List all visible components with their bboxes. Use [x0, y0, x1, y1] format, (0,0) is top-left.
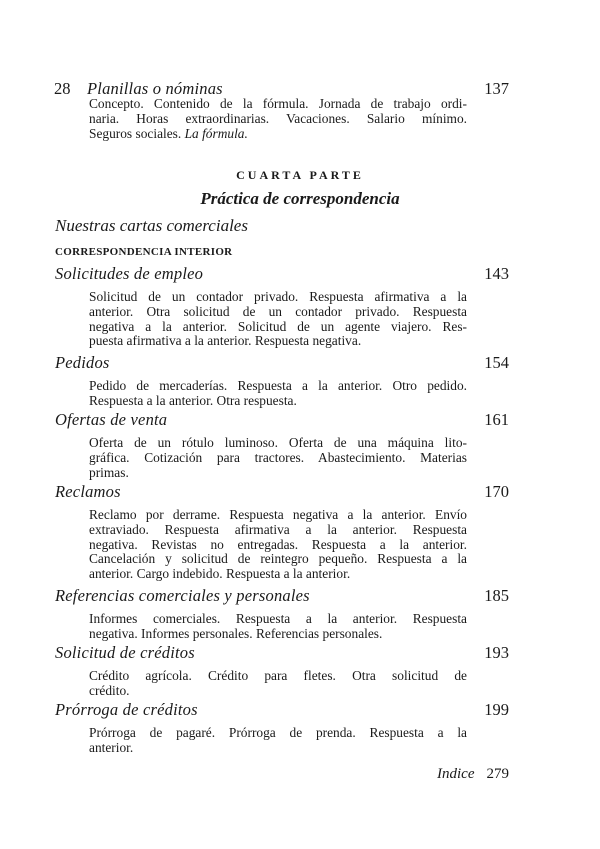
footer-label: Indice: [437, 766, 475, 782]
entry-page-number: 199: [484, 700, 509, 719]
entry-description: [89, 612, 467, 642]
description-line: negativa a la anterior. Solicitud de un agente viajero. Res-: [89, 318, 467, 334]
description-line: naria. Horas extraordinarias. Vacaciones. Salario mínimo.: [89, 110, 467, 126]
footer-page-number: 279: [486, 766, 509, 782]
entry-description: [89, 508, 467, 582]
entry-page-number: 170: [484, 482, 509, 501]
part-label: CUARTA PARTE: [236, 168, 364, 182]
subsection-title: CORRESPONDENCIA INTERIOR: [55, 246, 233, 258]
description-line: primas.: [89, 464, 129, 480]
entry-title: Solicitudes de empleo: [55, 264, 204, 283]
entry-description: [89, 290, 467, 349]
description-line: extraviado. Respuesta afirmativa a la anterior. Respuesta: [89, 521, 467, 537]
description-text: Seguros sociales.: [89, 125, 185, 141]
description-line: anterior. Cargo indebido. Respuesta a la anterior.: [89, 566, 351, 582]
page-footer: [437, 766, 509, 783]
description-line: Solicitud de un contador privado. Respuesta afirmativa a la: [89, 289, 467, 304]
entry-title: Pedidos: [55, 353, 110, 372]
description-line: Respuesta a la anterior. Otra respuesta.: [89, 392, 297, 408]
description-line: Reclamo por derrame. Respuesta negativa a la anterior. Envío: [89, 507, 467, 522]
description-line: anterior.: [89, 739, 134, 755]
chapter-number: 28: [54, 79, 71, 98]
description-line: Crédito agrícola. Crédito para fletes. Otra solicitud de: [89, 668, 467, 683]
entry-title: Ofertas de venta: [55, 410, 168, 429]
description-line: gráfica. Cotización para tractores. Abastecimiento. Materias: [89, 449, 467, 465]
entry-page-number: 193: [484, 643, 509, 662]
section-title: Nuestras cartas comerciales: [55, 216, 248, 235]
entry-title: Prórroga de créditos: [55, 700, 198, 719]
entry-title: Reclamos: [55, 482, 121, 501]
description-line: Pedido de mercaderías. Respuesta a la anterior. Otro pedido.: [89, 378, 467, 393]
description-line: anterior. Otra solicitud de un contador privado. Respuesta: [89, 303, 467, 319]
description-italic-text: La fórmula.: [184, 125, 248, 141]
description-line: negativa. Revistas no entregadas. Respuesta a la anterior.: [89, 536, 467, 552]
entry-description: [89, 379, 467, 409]
description-line: Concepto. Contenido de la fórmula. Jornada de trabajo ordi-: [89, 96, 467, 111]
entry-title: Referencias comerciales y personales: [55, 586, 310, 605]
description-line: Oferta de un rótulo luminoso. Oferta de una máquina lito-: [89, 435, 467, 450]
entry-page-number: 161: [484, 410, 509, 429]
description-line: Cancelación y solicitud de reintegro pequeño. Respuesta a la: [89, 551, 467, 567]
entry-page-number: 154: [484, 353, 509, 372]
description-line: negativa. Informes personales. Referencias personales.: [89, 625, 383, 641]
entry-title: Solicitud de créditos: [55, 643, 195, 662]
entry-page-number: 143: [484, 264, 509, 283]
description-line: Informes comerciales. Respuesta a la anterior. Respuesta: [89, 611, 467, 626]
description-line: Prórroga de pagaré. Prórroga de prenda. Respuesta a la: [89, 725, 467, 740]
description-line: puesta afirmativa a la anterior. Respuesta negativa.: [89, 333, 362, 349]
description-line: crédito.: [89, 682, 130, 698]
entry-page-number: 185: [484, 586, 509, 605]
entry-description: [89, 436, 467, 480]
chapter-title: Planillas o nóminas: [87, 79, 223, 98]
description-line: [89, 127, 467, 142]
chapter-description: [89, 97, 467, 141]
entry-description: [89, 726, 467, 756]
entry-description: [89, 669, 467, 699]
chapter-page: 137: [484, 79, 509, 98]
part-title: Práctica de correspondencia: [200, 189, 400, 208]
